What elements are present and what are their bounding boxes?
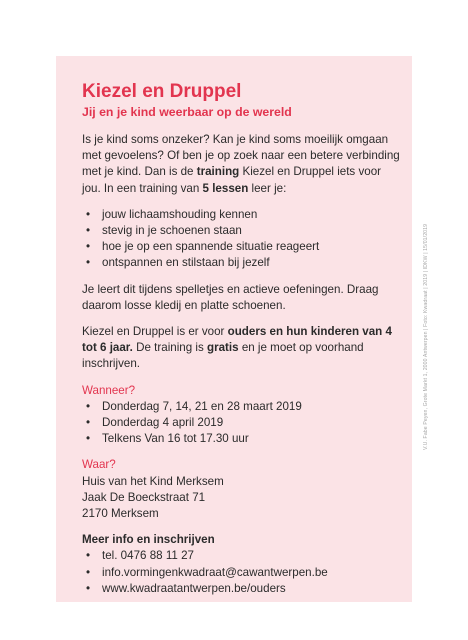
- address-line: 2170 Merksem: [82, 507, 159, 521]
- intro-text-3: leer je:: [248, 181, 287, 195]
- address-line: Jaak De Boeckstraat 71: [82, 490, 206, 504]
- website-link[interactable]: • www.kwadraatantwerpen.be/ouders: [82, 581, 400, 597]
- when-list: [82, 399, 400, 448]
- list-item: • hoe je op een spannende situatie reageert: [82, 239, 400, 255]
- audience-bold-target: ouders en hun kinderen van 4 tot 6 jaar.: [82, 325, 392, 355]
- audience-paragraph: [82, 324, 400, 373]
- address-block: [82, 474, 400, 523]
- intro-text-1: Is je kind soms onzeker? Kan je kind soms moeilijk omgaan met gevoelens? Of ben je op zoek naar een betere verbinding met je kind. Dan is de: [82, 133, 400, 179]
- address-line: Huis van het Kind Merksem: [82, 474, 224, 488]
- flyer-title: Kiezel en Druppel: [82, 81, 242, 102]
- list-item: • ontspannen en stilstaan bij jezelf: [82, 255, 400, 271]
- list-item: • jouw lichaamshouding kennen: [82, 207, 400, 223]
- intro-paragraph: [82, 132, 400, 197]
- intro-bold-lessons: 5 lessen: [202, 181, 249, 195]
- audience-bold-free: gratis: [207, 341, 239, 355]
- intro-text-2: Kiezel en Druppel iets voor jou. In een training van: [82, 165, 382, 195]
- play-paragraph: Je leert dit tijdens spelletjes en actieve oefeningen. Draag daarom losse kledij en platte schoenen.: [82, 282, 379, 312]
- flyer-subtitle: Jij en je kind weerbaar op de wereld: [82, 105, 292, 119]
- audience-text-3: en je moet op voorhand inschrijven.: [82, 341, 364, 371]
- list-item: • stevig in je schoenen staan: [82, 223, 400, 239]
- list-item: • Donderdag 7, 14, 21 en 28 maart 2019: [82, 399, 400, 415]
- where-heading: Waar?: [82, 458, 116, 472]
- audience-text-2: De training is: [132, 341, 208, 355]
- phone-item: • tel. 0476 88 11 27: [82, 548, 400, 564]
- flyer-card: [56, 56, 412, 602]
- vertical-imprint: V.U. Fabe Peyen, Grote Markt 1, 2000 Antwerpen | Foto: Kwadraat | 2019 | IDKW | 15/01/2019: [423, 223, 429, 450]
- audience-text-1: Kiezel en Druppel is er voor: [82, 325, 228, 339]
- intro-bold-training: training: [196, 165, 240, 179]
- when-heading: Wanneer?: [82, 383, 136, 397]
- list-item: • Donderdag 4 april 2019: [82, 415, 400, 431]
- info-heading: Meer info en inschrijven: [82, 533, 215, 547]
- email-link[interactable]: • info.vormingenkwadraat@cawantwerpen.be: [82, 565, 400, 581]
- learn-list: [82, 207, 400, 272]
- flyer-content: [82, 80, 400, 607]
- info-list: [82, 548, 400, 597]
- list-item: • Telkens Van 16 tot 17.30 uur: [82, 431, 400, 447]
